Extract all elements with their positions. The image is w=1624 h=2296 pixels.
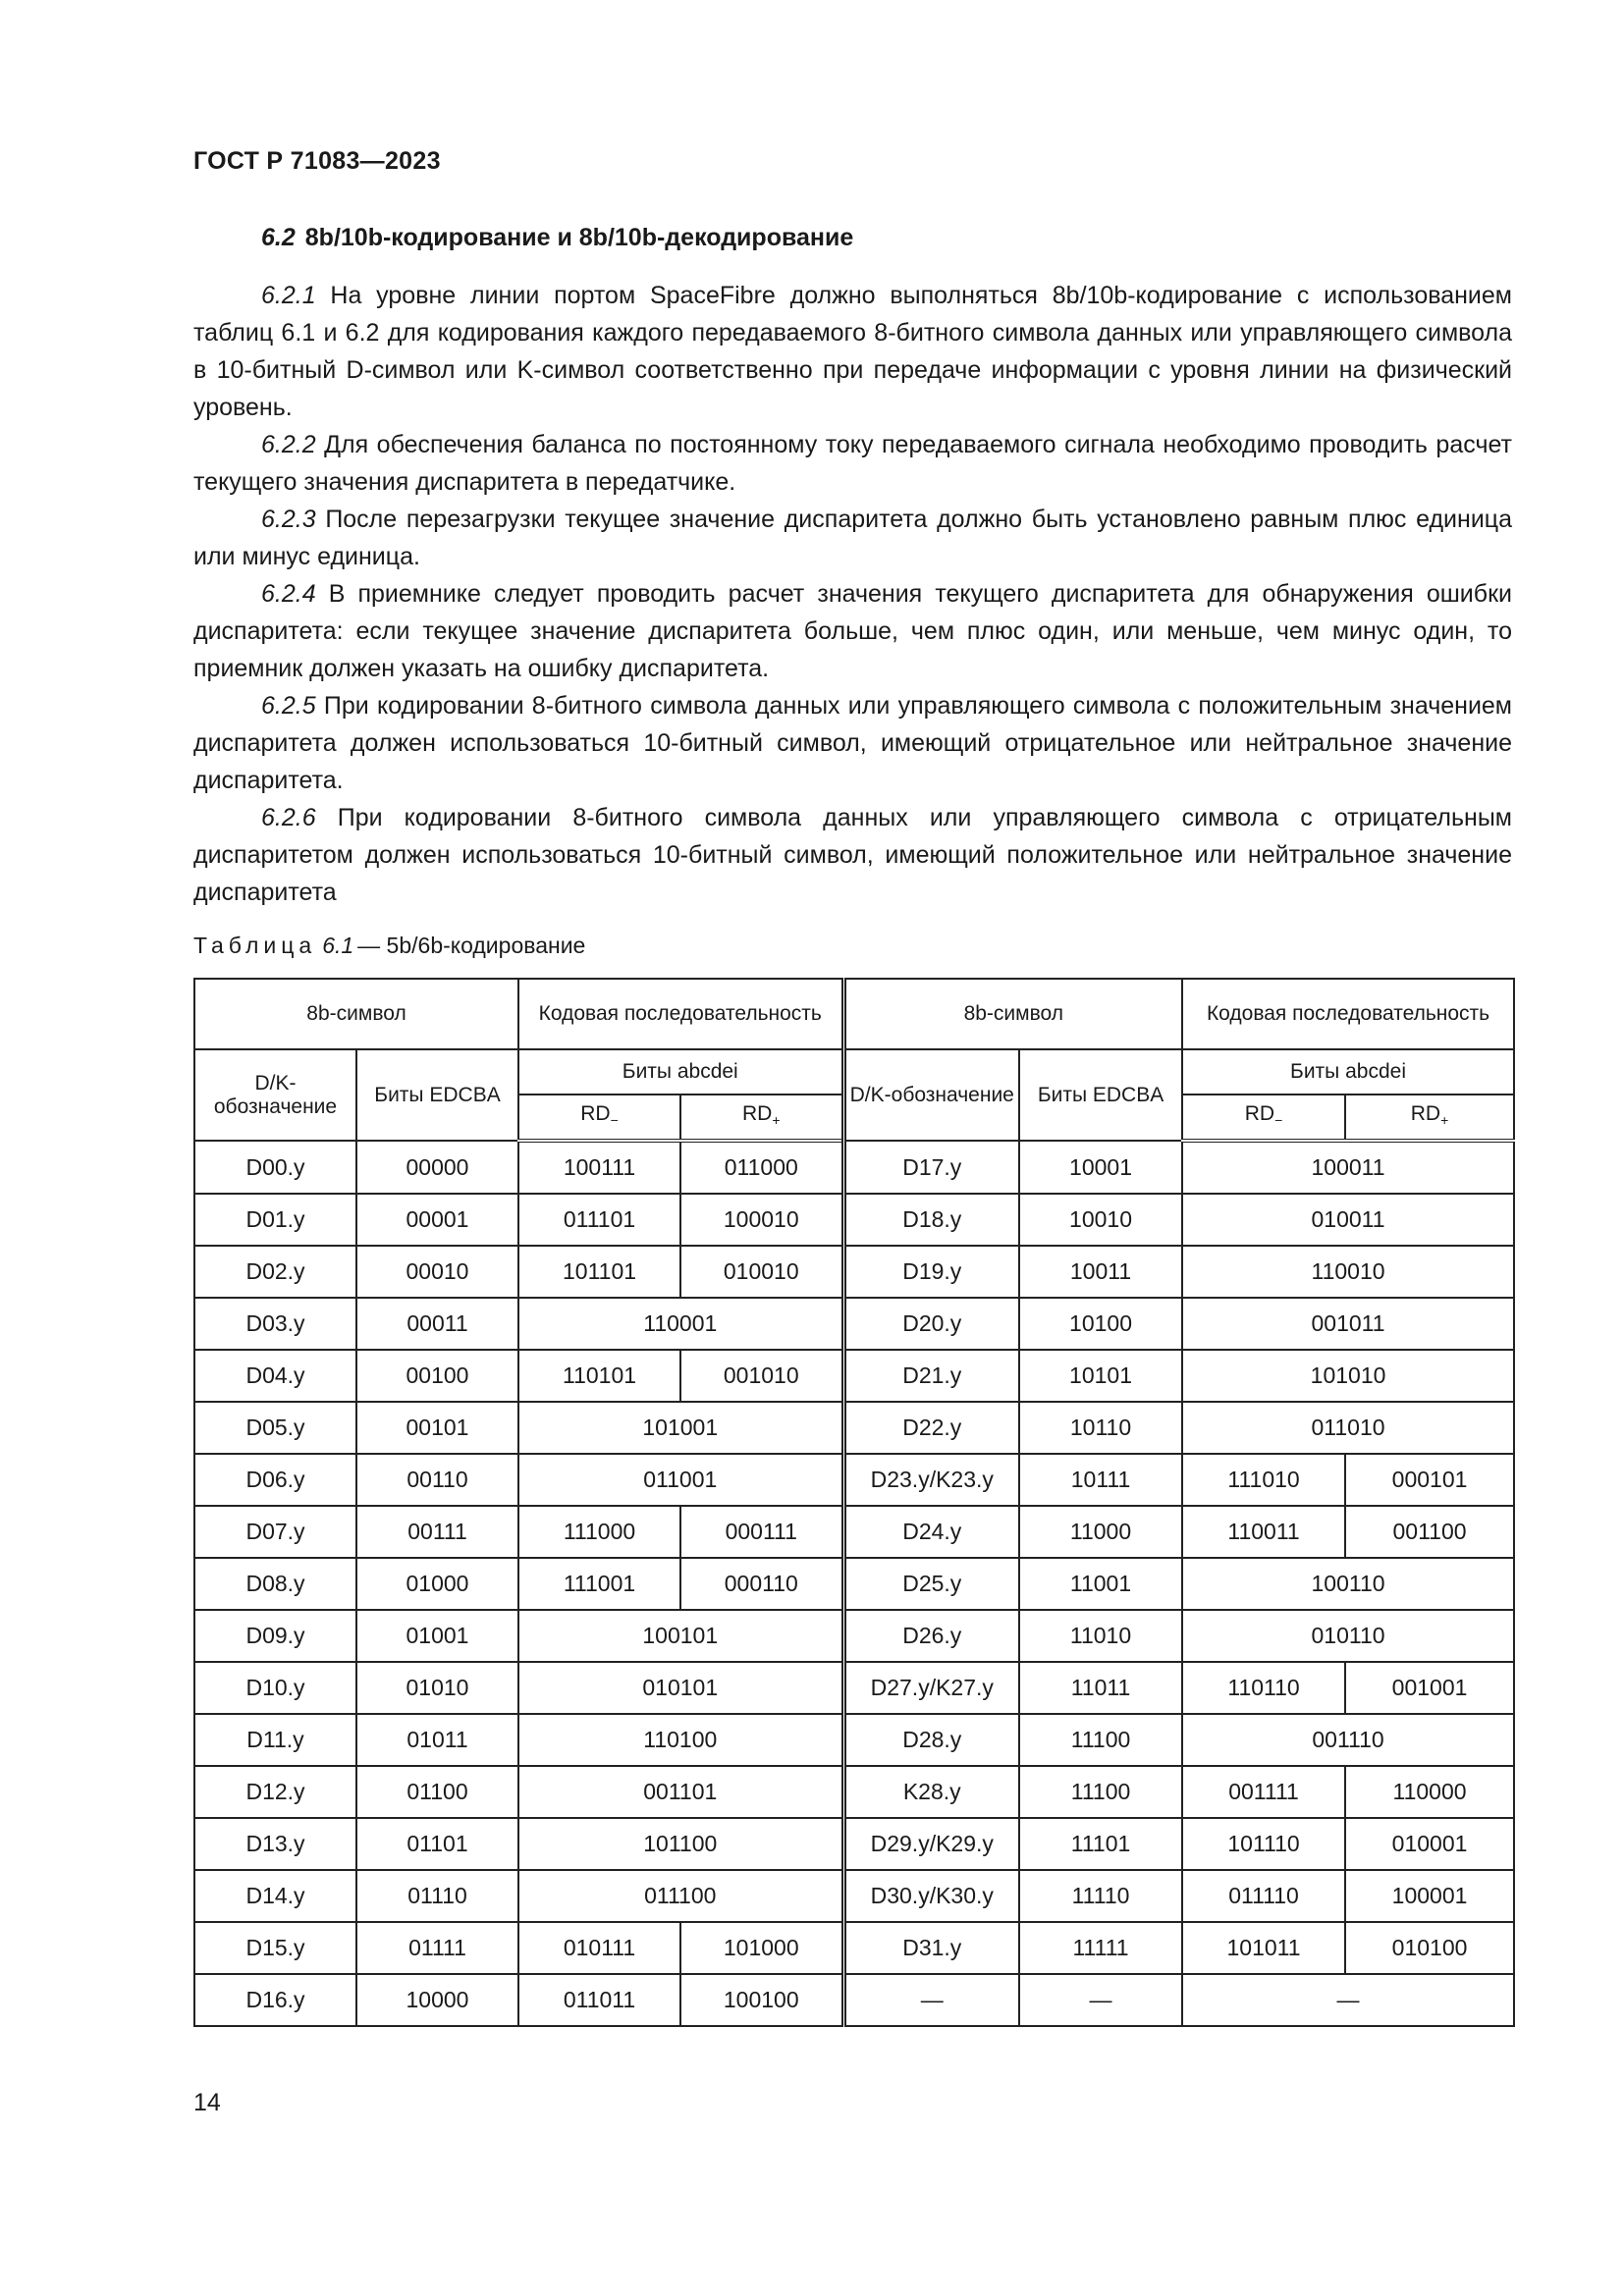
dk-designation-cell: D29.y/K29.y xyxy=(843,1818,1019,1870)
dk-designation-cell: D02.y xyxy=(194,1246,356,1298)
body-text xyxy=(193,277,1512,911)
paragraph xyxy=(193,575,1512,687)
paragraph xyxy=(193,501,1512,575)
coding-table xyxy=(193,978,1515,2027)
paragraph xyxy=(193,687,1512,799)
bits-edcba-cell: 10000 xyxy=(356,1974,518,2026)
bits-edcba-cell: 00100 xyxy=(356,1350,518,1402)
code-sequence-cell: 011010 xyxy=(1182,1402,1514,1454)
document-header: ГОСТ Р 71083—2023 xyxy=(193,147,441,175)
bits-edcba-cell: 01100 xyxy=(356,1766,518,1818)
rd-minus-cell: 110011 xyxy=(1182,1506,1345,1558)
rd-plus-cell: 010010 xyxy=(680,1246,843,1298)
table-row xyxy=(194,1610,1514,1662)
rd-label: RD xyxy=(1410,1101,1441,1125)
rd-label: RD xyxy=(1244,1101,1275,1125)
rd-minus-cell: 111000 xyxy=(518,1506,680,1558)
paragraph-text: После перезагрузки текущее значение диспаритета должно быть установлено равным плюс единица или минус единица. xyxy=(193,506,1513,570)
code-sequence-cell: 001011 xyxy=(1182,1298,1514,1350)
rd-plus-cell: 001001 xyxy=(1345,1662,1514,1714)
rd-minus-cell: 001111 xyxy=(1182,1766,1345,1818)
rd-plus-cell: 100001 xyxy=(1345,1870,1514,1922)
table-caption-word: Таблица xyxy=(193,933,317,958)
header-code-sequence: Кодовая последовательность xyxy=(518,979,843,1049)
dk-designation-cell: D25.y xyxy=(843,1558,1019,1610)
table-row xyxy=(194,1974,1514,2026)
dk-designation-cell: D12.y xyxy=(194,1766,356,1818)
dk-designation-cell: D24.y xyxy=(843,1506,1019,1558)
rd-minus-cell: 100111 xyxy=(518,1141,680,1194)
code-sequence-cell: 110100 xyxy=(518,1714,843,1766)
bits-edcba-cell: 11011 xyxy=(1019,1662,1182,1714)
bits-edcba-cell: 10111 xyxy=(1019,1454,1182,1506)
rd-plus-cell: 000110 xyxy=(680,1558,843,1610)
paragraph xyxy=(193,799,1512,911)
code-sequence-cell: 011100 xyxy=(518,1870,843,1922)
header-bits-edcba: Биты EDCBA xyxy=(356,1049,518,1141)
dk-designation-cell: D05.y xyxy=(194,1402,356,1454)
table-caption-number: 6.1 xyxy=(322,933,354,958)
dk-designation-cell: D07.y xyxy=(194,1506,356,1558)
paragraph-text: Для обеспечения баланса по постоянному току передаваемого сигнала необходимо проводить расчет текущего значения диспаритета в передатчике. xyxy=(193,431,1512,496)
dk-designation-cell: D14.y xyxy=(194,1870,356,1922)
rd-plus-cell: 011000 xyxy=(680,1141,843,1194)
rd-minus-cell: 010111 xyxy=(518,1922,680,1974)
paragraph-text: При кодировании 8-битного символа данных или управляющего символа с отрицательным диспаритетом должен использоваться 10-битный символ, имеющий положительное или нейтральное значение диспаритета xyxy=(193,804,1512,906)
rd-minus-subscript: − xyxy=(1274,1112,1283,1129)
dk-designation-cell: D04.y xyxy=(194,1350,356,1402)
bits-edcba-cell: 01000 xyxy=(356,1558,518,1610)
dk-designation-cell: K28.y xyxy=(843,1766,1019,1818)
dk-designation-cell: D13.y xyxy=(194,1818,356,1870)
rd-minus-cell: 111010 xyxy=(1182,1454,1345,1506)
dk-designation-cell: D27.y/K27.y xyxy=(843,1662,1019,1714)
table-row xyxy=(194,1662,1514,1714)
rd-plus-cell: 000101 xyxy=(1345,1454,1514,1506)
rd-minus-cell: 111001 xyxy=(518,1558,680,1610)
code-sequence-cell: 010101 xyxy=(518,1662,843,1714)
code-sequence-cell: 101100 xyxy=(518,1818,843,1870)
paragraph-number: 6.2.1 xyxy=(261,282,316,309)
dk-designation-cell: D31.y xyxy=(843,1922,1019,1974)
table-row xyxy=(194,1714,1514,1766)
bits-edcba-cell: 01101 xyxy=(356,1818,518,1870)
code-sequence-cell: 010110 xyxy=(1182,1610,1514,1662)
bits-edcba-cell: 01110 xyxy=(356,1870,518,1922)
rd-plus-cell: 100100 xyxy=(680,1974,843,2026)
table-row xyxy=(194,1402,1514,1454)
header-bits-edcba: Биты EDCBA xyxy=(1019,1049,1182,1141)
table-row xyxy=(194,1558,1514,1610)
header-rd-minus xyxy=(518,1095,680,1141)
rd-minus-cell: 101101 xyxy=(518,1246,680,1298)
page-number: 14 xyxy=(193,2089,221,2116)
section-title-text: 8b/10b-кодирование и 8b/10b-декодирование xyxy=(304,224,854,251)
bits-edcba-cell: 01010 xyxy=(356,1662,518,1714)
header-code-sequence: Кодовая последовательность xyxy=(1182,979,1514,1049)
code-sequence-cell: 011001 xyxy=(518,1454,843,1506)
rd-plus-cell: 001100 xyxy=(1345,1506,1514,1558)
dk-designation-cell: D03.y xyxy=(194,1298,356,1350)
header-8b-symbol: 8b-символ xyxy=(843,979,1182,1049)
table-row xyxy=(194,1818,1514,1870)
bits-edcba-cell: 00101 xyxy=(356,1402,518,1454)
bits-edcba-cell: 11101 xyxy=(1019,1818,1182,1870)
rd-minus-subscript: − xyxy=(610,1112,619,1129)
bits-edcba-cell: 11000 xyxy=(1019,1506,1182,1558)
bits-edcba-cell: 10100 xyxy=(1019,1298,1182,1350)
code-sequence-cell: 101010 xyxy=(1182,1350,1514,1402)
dk-designation-cell: D18.y xyxy=(843,1194,1019,1246)
dk-designation-cell: D17.y xyxy=(843,1141,1019,1194)
rd-plus-subscript: + xyxy=(1440,1112,1449,1129)
bits-edcba-cell: 11010 xyxy=(1019,1610,1182,1662)
paragraph xyxy=(193,277,1512,426)
bits-edcba-cell: 11001 xyxy=(1019,1558,1182,1610)
table-caption-title: — 5b/6b-кодирование xyxy=(357,933,586,958)
table-row xyxy=(194,1141,1514,1194)
rd-plus-cell: 100010 xyxy=(680,1194,843,1246)
rd-label: RD xyxy=(580,1101,611,1125)
dk-designation-cell: D23.y/K23.y xyxy=(843,1454,1019,1506)
paragraph-text: В приемнике следует проводить расчет значения текущего диспаритета для обнаружения ошибки диспаритета: если текущее значение диспаритета больше, чем плюс один, или меньше, чем минус один, то приемник должен указать на ошибку диспаритета. xyxy=(193,580,1512,682)
paragraph-text: На уровне линии портом SpaceFibre должно выполняться 8b/10b-кодирование с использованием таблиц 6.1 и 6.2 для кодирования каждого передаваемого 8-битного символа данных или управляющего символа в 10-битный D-символ или K-символ соответственно при передаче информации с уровня линии на физический уровень. xyxy=(193,282,1512,421)
dk-designation-cell: D28.y xyxy=(843,1714,1019,1766)
code-sequence-cell: 110010 xyxy=(1182,1246,1514,1298)
bits-edcba-cell: 01001 xyxy=(356,1610,518,1662)
dk-designation-cell: D09.y xyxy=(194,1610,356,1662)
dk-designation-cell: D20.y xyxy=(843,1298,1019,1350)
table-caption xyxy=(193,933,585,959)
table-body xyxy=(194,1141,1514,2026)
dk-designation-cell: D30.y/K30.y xyxy=(843,1870,1019,1922)
header-bits-abcdei: Биты abcdei xyxy=(518,1049,843,1095)
bits-edcba-cell: 10010 xyxy=(1019,1194,1182,1246)
dk-designation-cell: D15.y xyxy=(194,1922,356,1974)
bits-edcba-cell: 00110 xyxy=(356,1454,518,1506)
dk-designation-cell: D21.y xyxy=(843,1350,1019,1402)
dk-designation-cell: D08.y xyxy=(194,1558,356,1610)
rd-minus-cell: 101110 xyxy=(1182,1818,1345,1870)
header-dk-designation: D/K-обозначение xyxy=(843,1049,1019,1141)
bits-edcba-cell: 01011 xyxy=(356,1714,518,1766)
bits-edcba-cell: 00000 xyxy=(356,1141,518,1194)
dk-designation-cell: D06.y xyxy=(194,1454,356,1506)
paragraph-text: При кодировании 8-битного символа данных или управляющего символа с положительным значением диспаритета должен использоваться 10-битный символ, имеющий отрицательное или нейтральное значение диспаритета. xyxy=(193,692,1512,794)
header-8b-symbol: 8b-символ xyxy=(194,979,518,1049)
code-sequence-cell: 100101 xyxy=(518,1610,843,1662)
bits-edcba-cell: 11111 xyxy=(1019,1922,1182,1974)
header-rd-minus xyxy=(1182,1095,1345,1141)
rd-minus-cell: 110110 xyxy=(1182,1662,1345,1714)
bits-edcba-cell: 10101 xyxy=(1019,1350,1182,1402)
paragraph-number: 6.2.5 xyxy=(261,692,316,720)
bits-edcba-cell: 10011 xyxy=(1019,1246,1182,1298)
code-sequence-cell: — xyxy=(1182,1974,1514,2026)
dk-designation-cell: — xyxy=(843,1974,1019,2026)
table-row xyxy=(194,1454,1514,1506)
bits-edcba-cell: 01111 xyxy=(356,1922,518,1974)
section-title xyxy=(261,224,853,252)
bits-edcba-cell: 00010 xyxy=(356,1246,518,1298)
table-row xyxy=(194,1350,1514,1402)
header-rd-plus xyxy=(1345,1095,1514,1141)
section-number: 6.2 xyxy=(261,224,296,251)
code-sequence-cell: 010011 xyxy=(1182,1194,1514,1246)
bits-edcba-cell: 00111 xyxy=(356,1506,518,1558)
rd-plus-cell: 110000 xyxy=(1345,1766,1514,1818)
table-row xyxy=(194,1506,1514,1558)
code-sequence-cell: 100011 xyxy=(1182,1141,1514,1194)
dk-designation-cell: D11.y xyxy=(194,1714,356,1766)
rd-plus-cell: 101000 xyxy=(680,1922,843,1974)
table-row xyxy=(194,1194,1514,1246)
table-row xyxy=(194,1298,1514,1350)
paragraph-number: 6.2.3 xyxy=(261,506,316,533)
dk-designation-cell: D16.y xyxy=(194,1974,356,2026)
code-sequence-cell: 110001 xyxy=(518,1298,843,1350)
dk-designation-cell: D01.y xyxy=(194,1194,356,1246)
paragraph-number: 6.2.2 xyxy=(261,431,316,458)
bits-edcba-cell: 11100 xyxy=(1019,1714,1182,1766)
code-sequence-cell: 001101 xyxy=(518,1766,843,1818)
table-row xyxy=(194,1766,1514,1818)
table-row xyxy=(194,1922,1514,1974)
header-bits-abcdei: Биты abcdei xyxy=(1182,1049,1514,1095)
rd-minus-cell: 011110 xyxy=(1182,1870,1345,1922)
code-sequence-cell: 100110 xyxy=(1182,1558,1514,1610)
bits-edcba-cell: 10110 xyxy=(1019,1402,1182,1454)
header-dk-designation: D/K-обозначение xyxy=(194,1049,356,1141)
dk-designation-cell: D10.y xyxy=(194,1662,356,1714)
bits-edcba-cell: — xyxy=(1019,1974,1182,2026)
bits-edcba-cell: 00001 xyxy=(356,1194,518,1246)
code-sequence-cell: 001110 xyxy=(1182,1714,1514,1766)
rd-plus-subscript: + xyxy=(772,1112,781,1129)
rd-minus-cell: 110101 xyxy=(518,1350,680,1402)
table-row xyxy=(194,1870,1514,1922)
bits-edcba-cell: 10001 xyxy=(1019,1141,1182,1194)
rd-minus-cell: 101011 xyxy=(1182,1922,1345,1974)
rd-label: RD xyxy=(742,1101,773,1125)
paragraph-number: 6.2.6 xyxy=(261,804,316,831)
dk-designation-cell: D19.y xyxy=(843,1246,1019,1298)
paragraph xyxy=(193,426,1512,501)
dk-designation-cell: D00.y xyxy=(194,1141,356,1194)
dk-designation-cell: D22.y xyxy=(843,1402,1019,1454)
dk-designation-cell: D26.y xyxy=(843,1610,1019,1662)
bits-edcba-cell: 11110 xyxy=(1019,1870,1182,1922)
bits-edcba-cell: 00011 xyxy=(356,1298,518,1350)
rd-plus-cell: 010001 xyxy=(1345,1818,1514,1870)
bits-edcba-cell: 11100 xyxy=(1019,1766,1182,1818)
header-rd-plus xyxy=(680,1095,843,1141)
table-row xyxy=(194,1246,1514,1298)
code-sequence-cell: 101001 xyxy=(518,1402,843,1454)
rd-minus-cell: 011101 xyxy=(518,1194,680,1246)
rd-plus-cell: 010100 xyxy=(1345,1922,1514,1974)
rd-plus-cell: 000111 xyxy=(680,1506,843,1558)
rd-plus-cell: 001010 xyxy=(680,1350,843,1402)
paragraph-number: 6.2.4 xyxy=(261,580,316,608)
rd-minus-cell: 011011 xyxy=(518,1974,680,2026)
